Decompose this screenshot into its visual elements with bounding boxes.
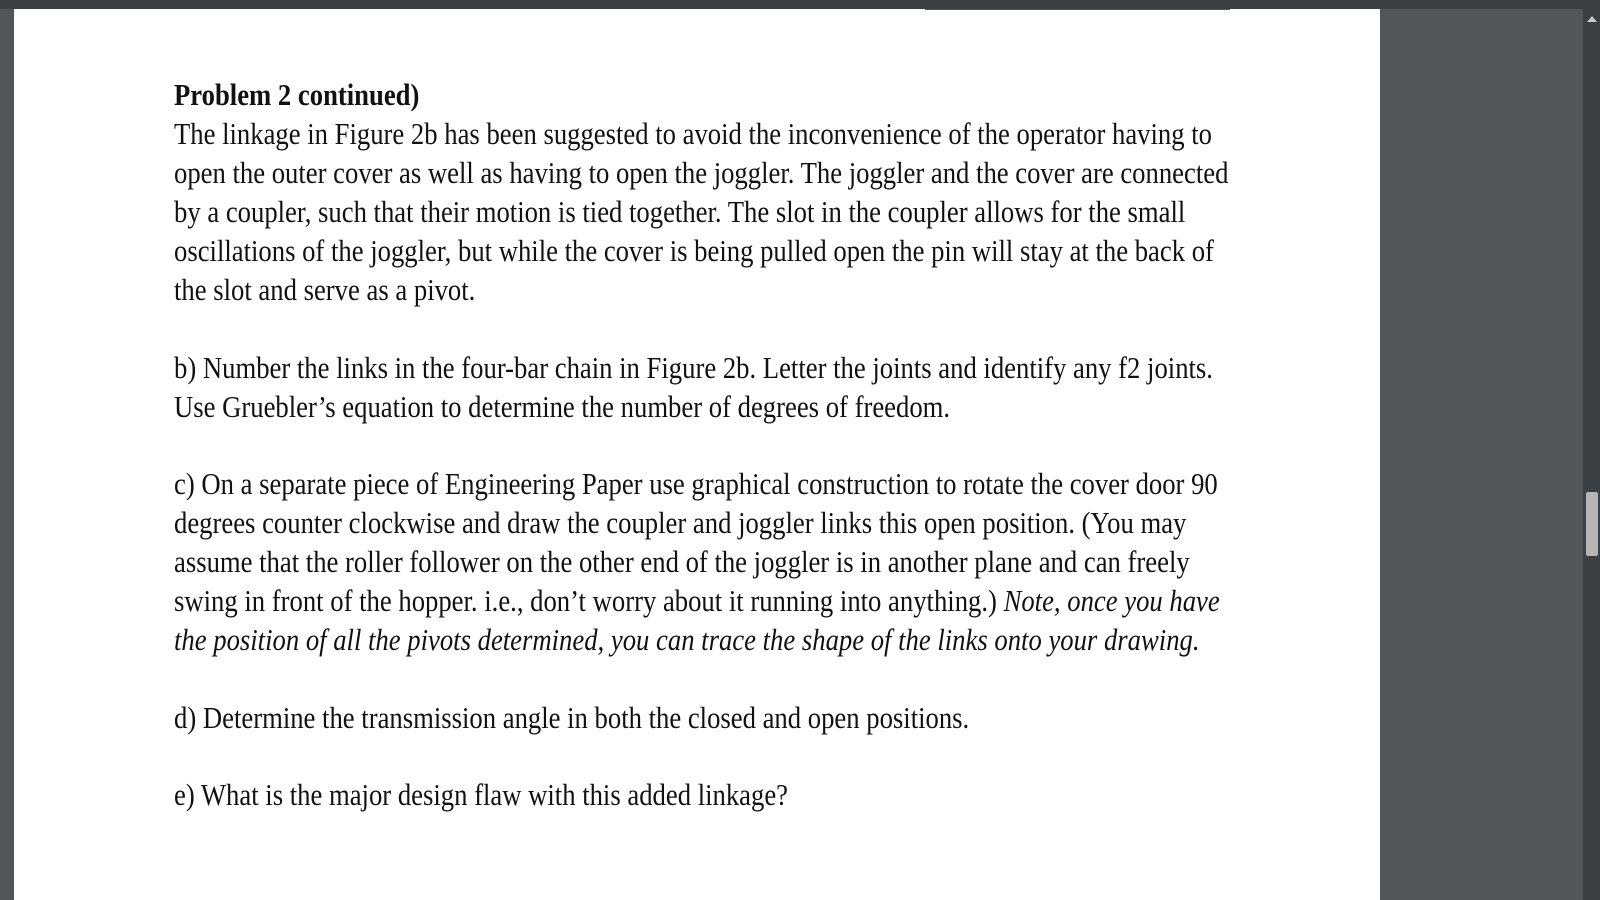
part-d-paragraph: d) Determine the transmission angle in both the closed and open positions.: [174, 700, 970, 735]
part-b-paragraph: b) Number the links in the four-bar chain in Figure 2b. Letter the joints and identify any f2 joints. Use Gruebler’s equation to determine the number of degrees of freedom.: [174, 350, 1213, 424]
part-c-paragraph: [174, 464, 1234, 659]
vertical-scrollbar[interactable]: [1583, 9, 1600, 900]
viewer-top-edge: [0, 0, 1600, 9]
document-page: [14, 9, 1380, 900]
intro-paragraph: The linkage in Figure 2b has been suggested to avoid the inconvenience of the operator having to open the outer cover as well as having to open the joggler. The joggler and the cover are connected by a coupler, such that their motion is tied together. The slot in the coupler allows for the small oscillations of the joggler, but while the cover is being pulled open the pin will stay at the back of the slot and serve as a pivot.: [174, 116, 1229, 307]
problem-heading: Problem 2 continued): [174, 77, 420, 112]
part-c-note: Note, once you have the position of all the pivots determined, you can trace the shape of the links onto your drawing.: [174, 583, 1220, 657]
scrollbar-thumb[interactable]: [1586, 492, 1598, 556]
page-content: [174, 75, 1234, 814]
part-e-paragraph: e) What is the major design flaw with this added linkage?: [174, 777, 789, 812]
previous-page-underline: [925, 9, 1230, 10]
part-c-text: c) On a separate piece of Engineering Paper use graphical construction to rotate the cover door 90 degrees counter clockwise and draw the coupler and joggler links this open position. (You may assume that the roller follower on the other end of the joggler is in another plane and can freely swing in front of the hopper. i.e., don’t worry about it running into anything.): [174, 466, 1218, 618]
scroll-up-arrow-icon[interactable]: [1587, 16, 1597, 22]
